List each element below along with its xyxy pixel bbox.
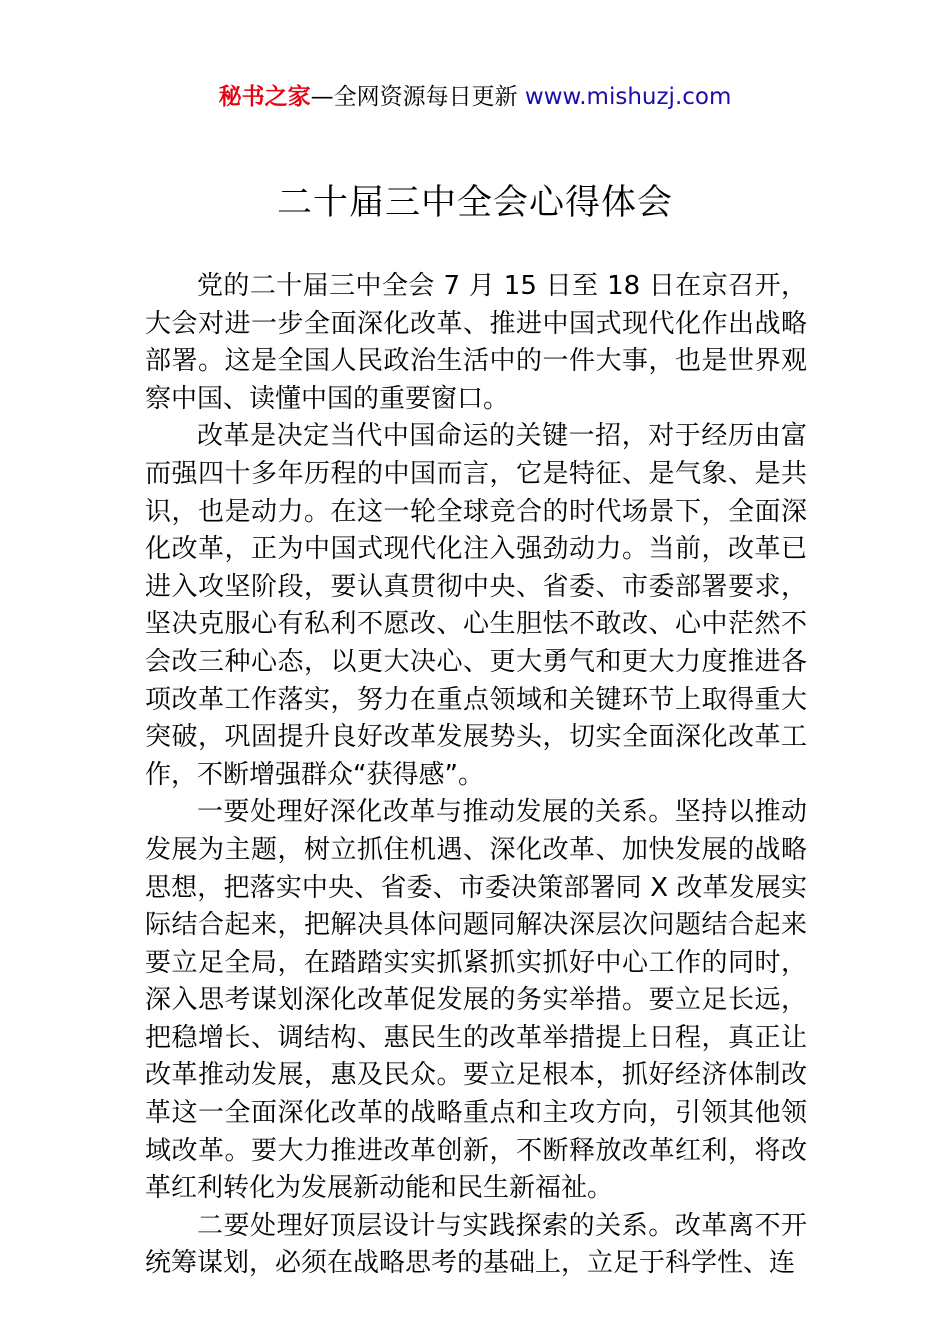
document-title: 二十届三中全会心得体会: [276, 183, 673, 223]
paragraph-4: 二要处理好顶层设计与实践探索的关系。改革离不开统筹谋划，必须在战略思考的基础上，立足于科学性、连: [145, 1210, 807, 1279]
paragraph-3: 一要处理好深化改革与推动发展的关系。坚持以推动发展为主题，树立抓住机遇、深化改革、加快发展的战略思想，把落实中央、省委、市委决策部署同 X 改革发展实际结合起来，把解决具体问题同解决深层次问题结合起来要立足全局，在踏踏实实抓紧抓实抓好中心工作的同时，深入思考谋划深化改革促发展的务实举措。要立足长远，把稳增长、调结构、惠民生的改革举措提上日程，真正让改革推动发展，惠及民众。要立足根本，抓好经济体制改革这一全面深化改革的战略重点和主攻方向，引领其他领域改革。要大力推进改革创新，不断释放改革红利，将改革红利转化为发展新动能和民生新福祉。: [145, 797, 807, 1204]
brand-name: 秘书之家: [218, 84, 311, 110]
header-dash: —: [310, 84, 334, 110]
paragraph-1: 党的二十届三中全会 7 月 15 日至 18 日在京召开，大会对进一步全面深化改革、推进中国式现代化作出战略部署。这是全国人民政治生活中的一件大事，也是世界观察中国、读懂中国的重要窗口。: [145, 271, 807, 414]
site-url-link[interactable]: www.mishuzj.com: [524, 84, 732, 110]
document-body: [145, 268, 807, 1283]
paragraph-2: 改革是决定当代中国命运的关键一招，对于经历由富而强四十多年历程的中国而言，它是特征、是气象、是共识，也是动力。在这一轮全球竞合的时代场景下，全面深化改革，正为中国式现代化注入强劲动力。当前，改革已进入攻坚阶段，要认真贯彻中央、省委、市委部署要求，坚决克服心有私利不愿改、心生胆怯不敢改、心中茫然不会改三种心态，以更大决心、更大勇气和更大力度推进各项改革工作落实，努力在重点领域和关键环节上取得重大突破，巩固提升良好改革发展势头，切实全面深化改革工作，不断增强群众“获得感”。: [145, 421, 807, 790]
site-header: [0, 80, 950, 114]
header-tagline: 全网资源每日更新: [333, 84, 525, 110]
